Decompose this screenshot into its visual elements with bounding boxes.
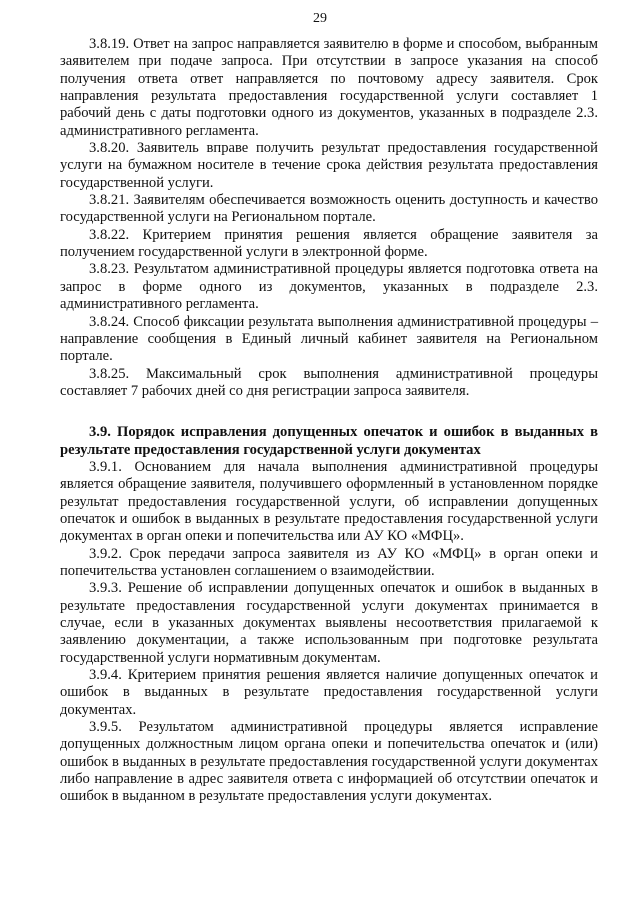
paragraph-3-8-22: 3.8.22. Критерием принятия решения является обращение заявителя за получением государственной услуги в электронной форме.	[60, 226, 598, 261]
paragraph-3-8-25: 3.8.25. Максимальный срок выполнения административной процедуры составляет 7 рабочих дней со дня регистрации запроса заявителя.	[60, 365, 598, 399]
paragraph-3-9-3: 3.9.3. Решение об исправлении допущенных опечаток и ошибок в выданных в результате предоставления государственной услуги документах принимается в случае, если в указанных документах выявлены несоответствия прилагаемой к заявлению документации, а также использованным при подготовке результата государственной услуги нормативным документам.	[60, 580, 598, 666]
paragraph-3-8-20: 3.8.20. Заявитель вправе получить результат предоставления государственной услуги на бумажном носителе в течение срока действия результата предоставления государственной услуги.	[60, 140, 598, 191]
paragraph-3-9-1: 3.9.1. Основанием для начала выполнения административной процедуры является обращение заявителя, получившего оформленный в установленном порядке результат предоставления государственной услуги, об исправлении допущенных опечаток и ошибок в выданных в результате предоставления государственной услуги документах в орган опеки и попечительства или АУ КО «МФЦ».	[60, 458, 598, 545]
paragraph-3-8-19: 3.8.19. Ответ на запрос направляется заявителю в форме и способом, выбранным заявителем при подаче запроса. При отсутствии в запросе указания на способ получения ответа ответ направляется по почтовому адресу заявителя. Срок направления результата предоставления государственной услуги составляет 1 рабочий день с даты подготовки одного из документов, указанных в подразделе 2.3. административного регламента.	[60, 36, 598, 139]
paragraph-3-9-5: 3.9.5. Результатом административной процедуры является исправление допущенных должностным лицом органа опеки и попечительства опечаток и (или) ошибок в выданных в результате предоставления государственной услуги документах либо направление в адрес заявителя ответа с информацией об отсутствии опечаток и ошибок в выданном в результате предоставления услуги документах.	[60, 719, 598, 805]
paragraph-3-8-24: 3.8.24. Способ фиксации результата выполнения административной процедуры – направление сообщения в Единый личный кабинет заявителя на Региональном портале.	[60, 313, 598, 365]
paragraph-3-9-2: 3.9.2. Срок передачи запроса заявителя из АУ КО «МФЦ» в орган опеки и попечительства установлен соглашением о взаимодействии.	[60, 545, 598, 579]
paragraph-3-8-21: 3.8.21. Заявителям обеспечивается возможность оценить доступность и качество государственной услуги на Региональном портале.	[60, 192, 598, 226]
section-gap	[60, 400, 598, 424]
page-number: 29	[313, 11, 327, 26]
paragraph-3-8-23: 3.8.23. Результатом административной процедуры является подготовка ответа на запрос в форме одного из документов, указанных в подразделе 2.3. административного регламента.	[60, 261, 598, 313]
page-content	[60, 36, 598, 806]
section-heading-3-9: 3.9. Порядок исправления допущенных опечаток и ошибок в выданных в результате предоставления государственной услуги документах	[60, 424, 598, 458]
paragraph-3-9-4: 3.9.4. Критерием принятия решения является наличие допущенных опечаток и ошибок в выданных в результате предоставления государственной услуги документах.	[60, 667, 598, 718]
